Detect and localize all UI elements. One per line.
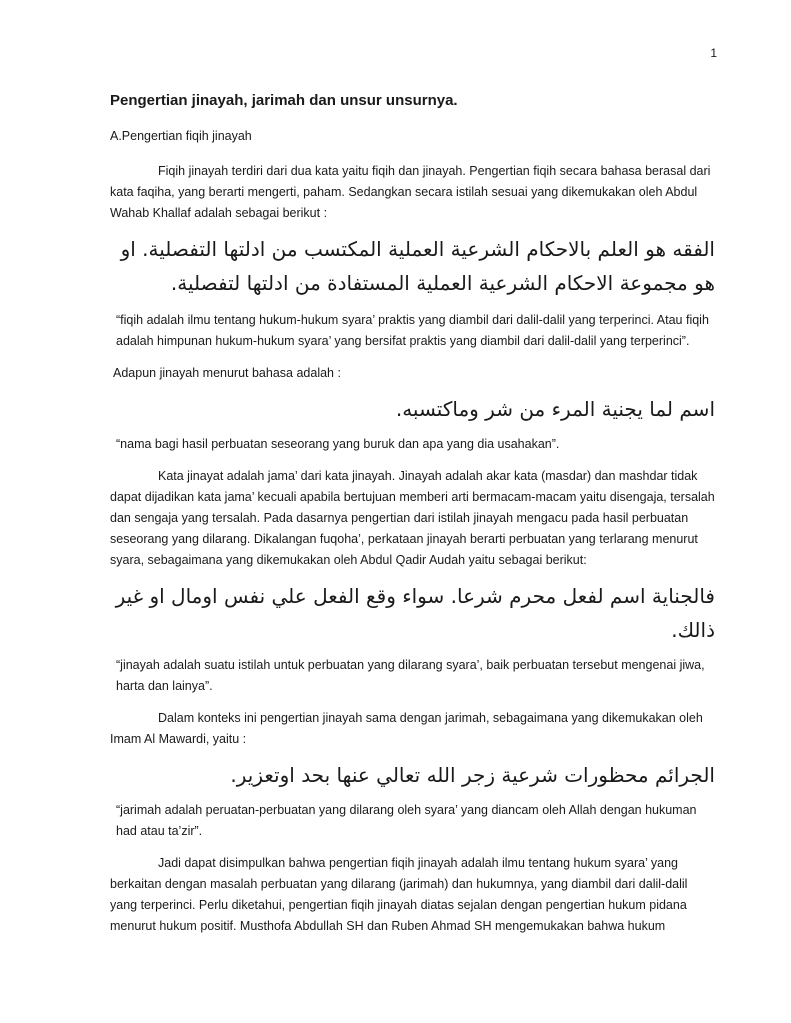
document-title: Pengertian jinayah, jarimah dan unsur unsurnya. — [110, 92, 458, 109]
translation-audah: “jinayah adalah suatu istilah untuk perbuatan yang dilarang syara’, baik perbuatan tersebut mengenai jiwa, harta dan lainya”. — [116, 658, 705, 693]
arabic-quote-fiqih: الفقه هو العلم بالاحكام الشرعية العملية المكتسب من ادلتها التفصلية. او هو مجموعة الاحكام الشرعية العملية المستفادة من ادلتها لتفصلية. — [120, 237, 715, 295]
section-heading: A.Pengertian fiqih jinayah — [110, 129, 252, 143]
paragraph-mawardi: Dalam konteks ini pengertian jinayah sama dengan jarimah, sebagaimana yang dikemukakan oleh Imam Al Mawardi, yaitu : — [110, 711, 703, 746]
arabic-quote-mawardi: الجرائم محظورات شرعية زجر الله تعالي عنها بحد اوتعزير. — [230, 763, 715, 787]
arabic-quote-audah: فالجناية اسم لفعل محرم شرعا. سواء وقع الفعل علي نفس اومال او غير ذالك. — [115, 584, 715, 642]
page-number: 1 — [710, 46, 717, 60]
paragraph-jinayat: Kata jinayat adalah jama’ dari kata jinayah. Jinayah adalah akar kata (masdar) dan mashdar tidak dapat dijadikan kata jama’ kecuali apabila bertujuan memberi arti bermacam-macam yaitu disengaja, tersalah dan sengaja yang tersalah. Pada dasarnya pengertian dari istilah jinayah mengacu pada hasil perbuatan seseorang yang dilarang. Dikalangan fuqoha’, perkataan jinayah berarti perbuatan yang terlarang menurut syara, sebagaimana yang dikemukakan oleh Abdul Qadir Audah yaitu sebagai berikut: — [110, 469, 715, 567]
arabic-quote-jinayah: اسم لما يجنية المرء من شر وماكتسبه. — [395, 397, 715, 421]
translation-mawardi: “jarimah adalah peruatan-perbuatan yang dilarang oleh syara’ yang diancam oleh Allah dengan hukuman had atau ta’zir”. — [116, 803, 697, 838]
paragraph-conclusion: Jadi dapat disimpulkan bahwa pengertian fiqih jinayah adalah ilmu tentang hukum syara’ yang berkaitan dengan masalah perbuatan yang dilarang (jarimah) dan hukumnya, yang diambil dari dalil-dalil yang terperinci. Perlu diketahui, pengertian fiqih jinayah diatas sejalan dengan pengertian hukum pidana menurut hukum positif. Musthofa Abdullah SH dan Ruben Ahmad SH mengemukakan bahwa hukum — [110, 856, 688, 933]
translation-jinayah: “nama bagi hasil perbuatan seseorang yang buruk dan apa yang dia usahakan”. — [116, 437, 560, 451]
document-body — [110, 92, 715, 937]
intro-jinayah-bahasa: Adapun jinayah menurut bahasa adalah : — [113, 366, 341, 380]
paragraph-fiqih-definition: Fiqih jinayah terdiri dari dua kata yaitu fiqih dan jinayah. Pengertian fiqih secara bahasa berasal dari kata faqiha, yang berarti mengerti, paham. Sedangkan secara istilah sesuai yang dikemukakan oleh Abdul Wahab Khallaf adalah sebagai berikut : — [110, 164, 711, 220]
translation-fiqih: “fiqih adalah ilmu tentang hukum-hukum syara’ praktis yang diambil dari dalil-dalil yang terperinci. Atau fiqih adalah himpunan hukum-hukum syara’ yang bersifat praktis yang diambil dari dalil-dalil yang terperinci”. — [116, 313, 709, 348]
